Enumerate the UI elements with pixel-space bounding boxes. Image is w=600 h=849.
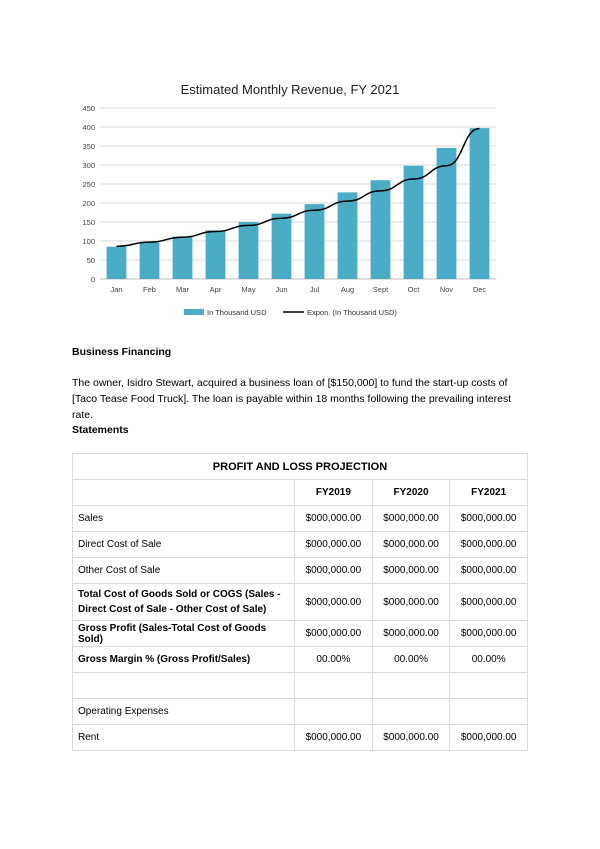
- y-tick-label: 400: [82, 123, 95, 132]
- cell-value: $000,000.00: [450, 506, 528, 532]
- x-tick-label: Oct: [407, 285, 420, 294]
- x-tick-label: Jan: [110, 285, 123, 294]
- y-tick-label: 350: [82, 142, 95, 151]
- bar: [371, 180, 391, 279]
- table-row: [73, 725, 528, 751]
- bar: [470, 128, 490, 279]
- column-header: FY2021: [450, 480, 528, 506]
- cell-value: $000,000.00: [295, 621, 373, 647]
- row-label: Operating Expenses: [73, 699, 295, 725]
- cell-value: 00.00%: [450, 647, 528, 673]
- chart-title: Estimated Monthly Revenue, FY 2021: [180, 82, 400, 97]
- cell-value: $000,000.00: [372, 584, 450, 621]
- x-tick-label: Jul: [309, 285, 320, 294]
- x-tick-label: Aug: [340, 285, 355, 294]
- y-tick-label: 200: [82, 199, 95, 208]
- row-label: [73, 673, 295, 699]
- cell-value: [372, 673, 450, 699]
- y-tick-label: 50: [86, 256, 95, 265]
- row-label: Total Cost of Goods Sold or COGS (Sales - Direct Cost of Sale - Other Cost of Sale): [73, 584, 295, 621]
- revenue-chart: [68, 76, 530, 326]
- table-row: [73, 673, 528, 699]
- row-label: Direct Cost of Sale: [73, 532, 295, 558]
- row-label: Sales: [73, 506, 295, 532]
- bar: [437, 148, 457, 279]
- cell-value: $000,000.00: [372, 621, 450, 647]
- x-axis-ticks: [110, 285, 486, 294]
- cell-value: [295, 699, 373, 725]
- legend-bar-label: In Thousand USD: [207, 308, 267, 317]
- x-tick-label: Apr: [209, 285, 222, 294]
- y-tick-label: 150: [82, 218, 95, 227]
- cell-value: $000,000.00: [372, 506, 450, 532]
- table-row: [73, 532, 528, 558]
- cell-value: $000,000.00: [450, 558, 528, 584]
- table-row: [73, 584, 528, 621]
- cell-value: 00.00%: [295, 647, 373, 673]
- statements-heading: Statements: [72, 424, 129, 436]
- x-tick-label: Feb: [143, 285, 156, 294]
- table-row: [73, 647, 528, 673]
- header-empty-cell: [73, 480, 295, 506]
- table-title: PROFIT AND LOSS PROJECTION: [73, 454, 528, 480]
- x-tick-label: Mar: [176, 285, 189, 294]
- y-tick-label: 0: [90, 275, 95, 284]
- business-financing-text: The owner, Isidro Stewart, acquired a business loan of [$150,000] to fund the start-up costs of [Taco Tease Food Truck]. The loan is payable within 18 months following the prevailing interest rate.: [72, 377, 512, 421]
- row-label: Other Cost of Sale: [73, 558, 295, 584]
- cell-value: $000,000.00: [295, 532, 373, 558]
- cell-value: [372, 699, 450, 725]
- cell-value: $000,000.00: [450, 621, 528, 647]
- chart-legend: [184, 308, 397, 317]
- bar: [140, 242, 160, 279]
- cell-value: $000,000.00: [295, 558, 373, 584]
- cell-value: $000,000.00: [450, 584, 528, 621]
- table-row: [73, 621, 528, 647]
- table-row: [73, 506, 528, 532]
- legend-bar-swatch: [184, 309, 204, 315]
- bar: [338, 192, 358, 279]
- bar: [404, 166, 424, 279]
- y-tick-label: 250: [82, 180, 95, 189]
- row-label: Rent: [73, 725, 295, 751]
- y-tick-label: 450: [82, 104, 95, 113]
- bar: [206, 230, 226, 279]
- bar-series: [107, 128, 490, 279]
- x-tick-label: Nov: [439, 285, 454, 294]
- x-tick-label: Jun: [275, 285, 288, 294]
- bar: [272, 214, 292, 279]
- y-axis-ticks: [82, 104, 95, 284]
- profit-loss-table: [72, 453, 528, 751]
- cell-value: 00.00%: [372, 647, 450, 673]
- legend-line-label: Expon. (In Thousand USD): [307, 308, 397, 317]
- bar: [239, 222, 259, 279]
- cell-value: [450, 673, 528, 699]
- x-tick-label: May: [241, 285, 256, 294]
- cell-value: [295, 673, 373, 699]
- cell-value: $000,000.00: [450, 725, 528, 751]
- cell-value: $000,000.00: [372, 532, 450, 558]
- y-tick-label: 100: [82, 237, 95, 246]
- cell-value: $000,000.00: [372, 725, 450, 751]
- table-header-row: [73, 480, 528, 506]
- x-tick-label: Sept: [372, 285, 389, 294]
- row-label: Gross Margin % (Gross Profit/Sales): [73, 647, 295, 673]
- y-tick-label: 300: [82, 161, 95, 170]
- row-label: Gross Profit (Sales-Total Cost of Goods Sold): [73, 621, 295, 647]
- bar: [107, 247, 127, 279]
- cell-value: $000,000.00: [372, 558, 450, 584]
- business-financing-heading: Business Financing: [72, 346, 172, 358]
- cell-value: $000,000.00: [295, 725, 373, 751]
- column-header: FY2020: [372, 480, 450, 506]
- column-header: FY2019: [295, 480, 373, 506]
- table-title-row: [73, 454, 528, 480]
- cell-value: $000,000.00: [450, 532, 528, 558]
- table-row: [73, 558, 528, 584]
- cell-value: $000,000.00: [295, 584, 373, 621]
- x-tick-label: Dec: [472, 285, 487, 294]
- cell-value: $000,000.00: [295, 506, 373, 532]
- cell-value: [450, 699, 528, 725]
- table-row: [73, 699, 528, 725]
- bar: [305, 204, 325, 279]
- bar: [173, 236, 193, 279]
